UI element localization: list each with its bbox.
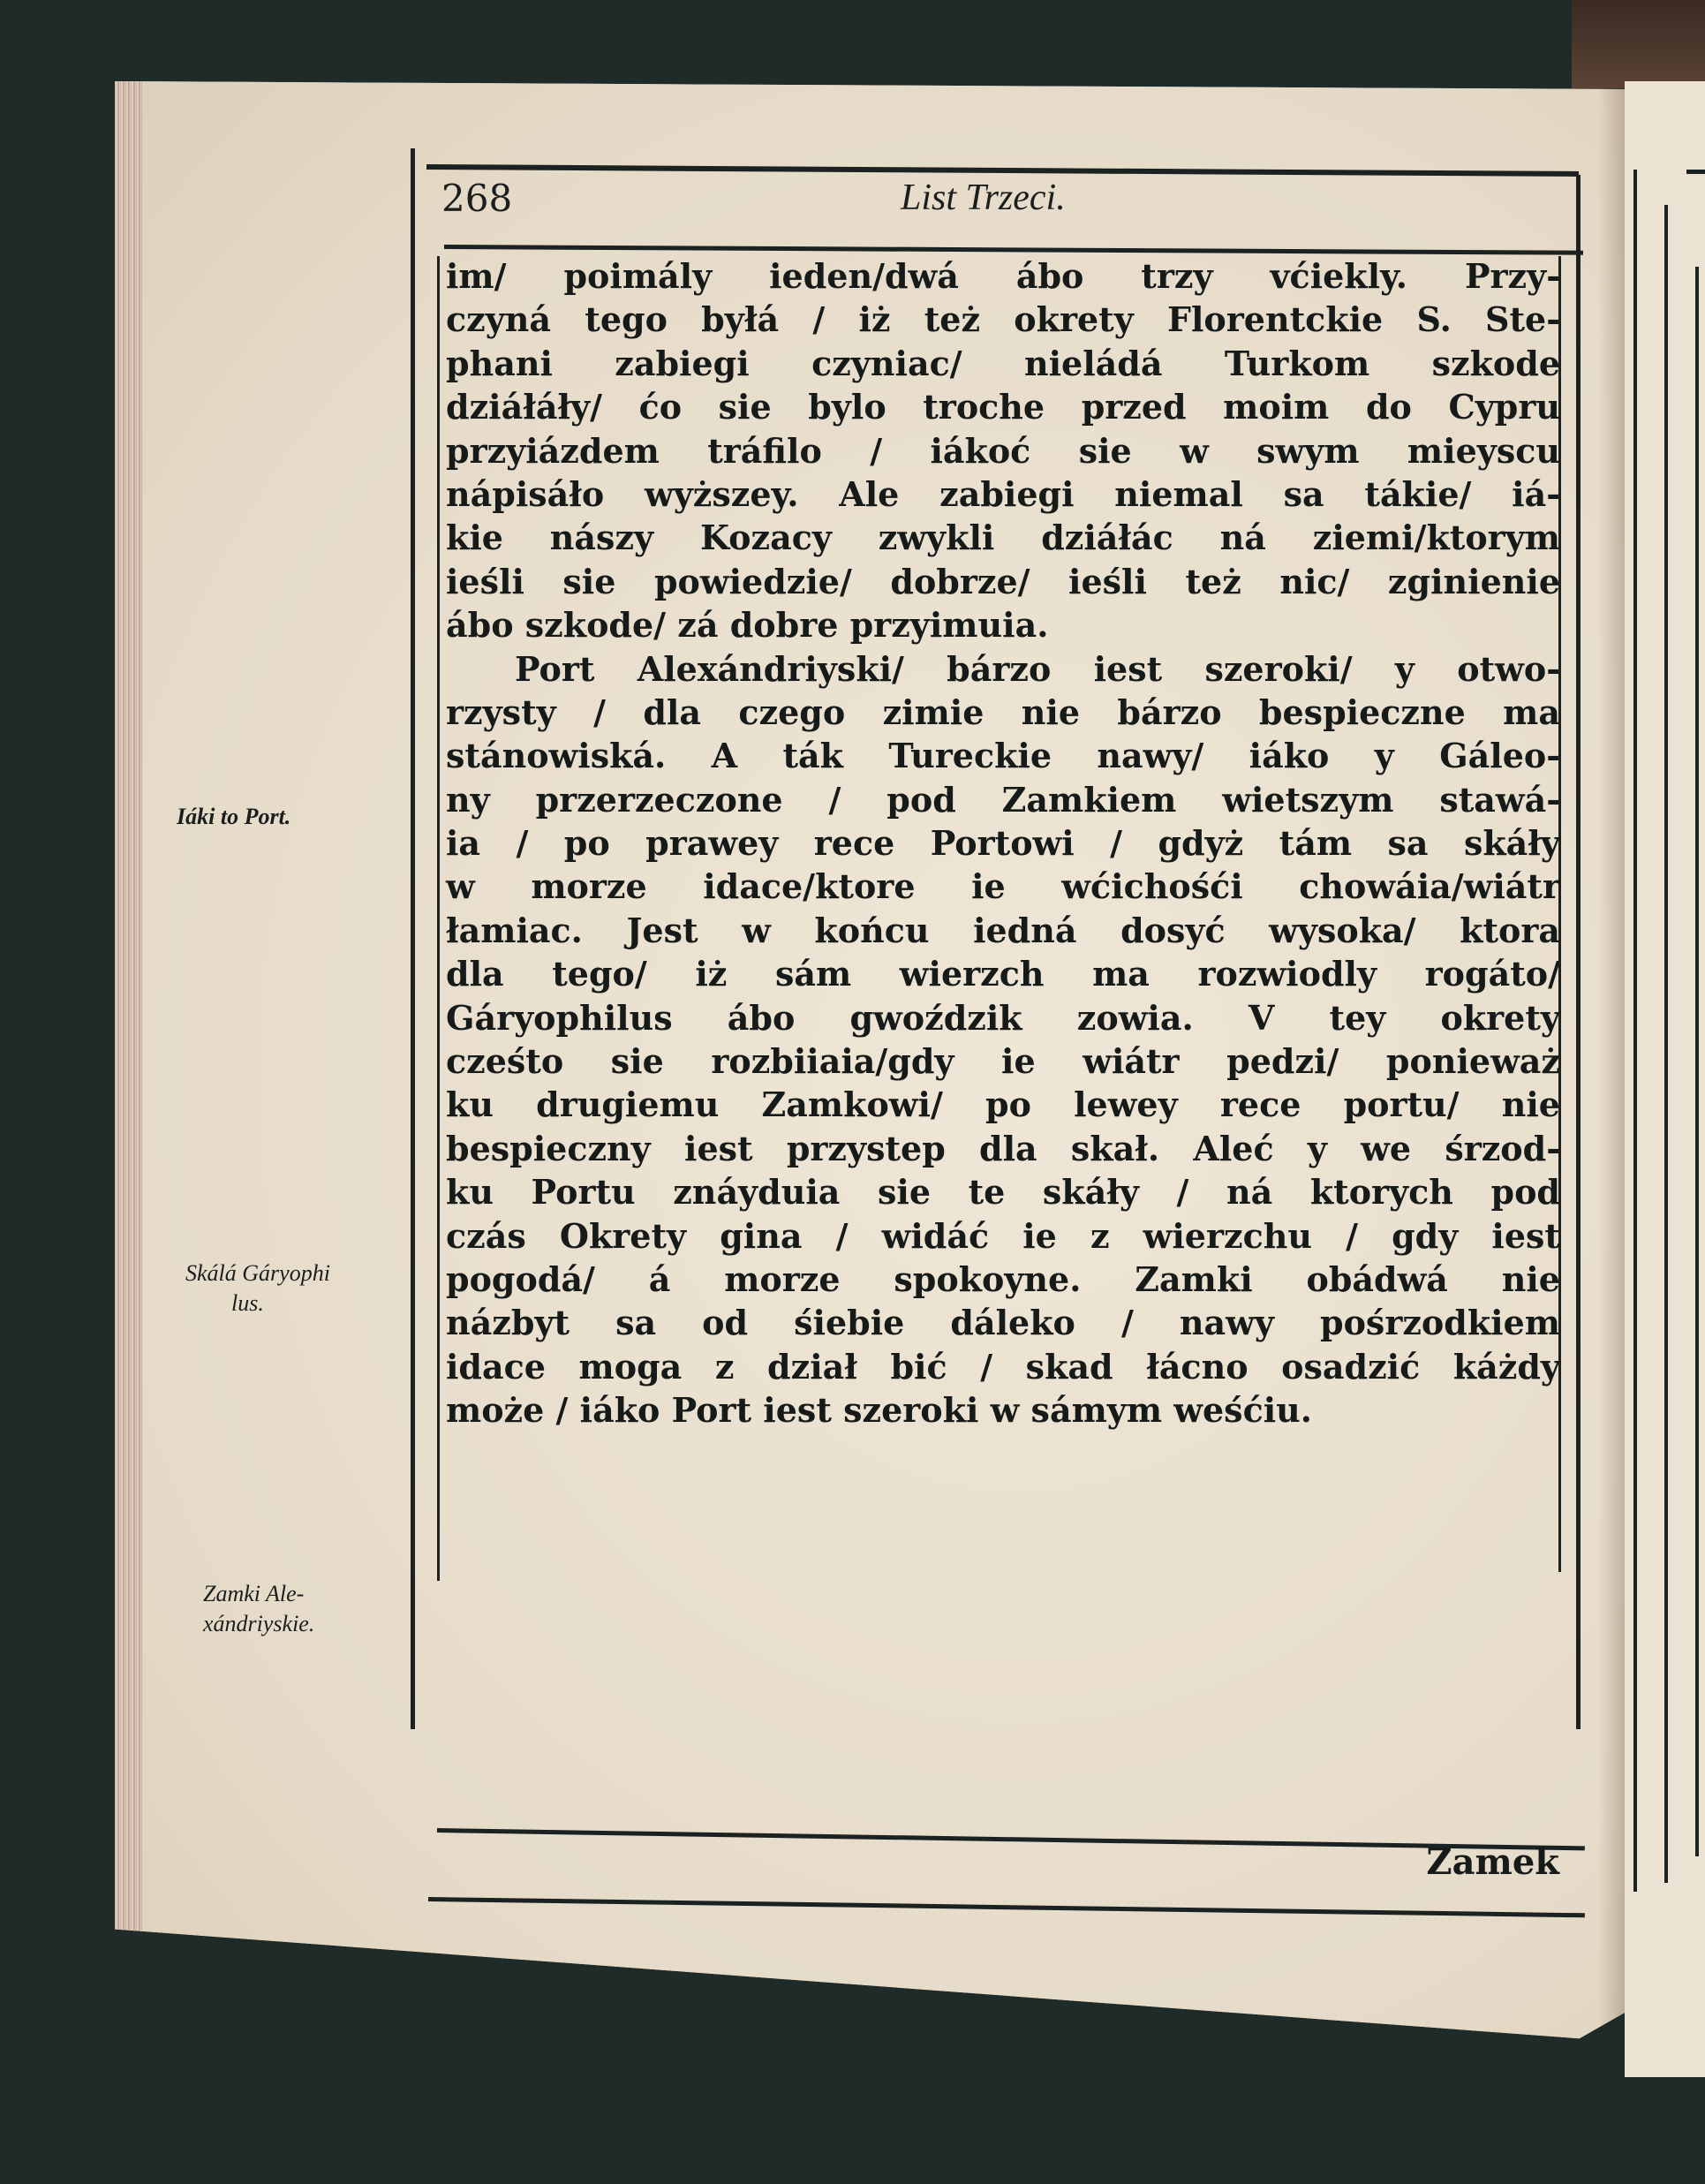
catchword: Zamek bbox=[1426, 1841, 1559, 1883]
text-line: ieśli sie powiedzie/ dobrze/ ieśli też nic/ zginienie bbox=[446, 561, 1560, 601]
text-line: názbyt sa od śiebie dáleko / nawy pośrzodkiem bbox=[446, 1303, 1560, 1343]
text-line: kie nászy Kozacy zwykli dziáłác ná ziemi/ktorym bbox=[446, 518, 1560, 558]
margin-note-skala bbox=[185, 1258, 406, 1319]
text-line: łamiac. Jest w końcu iedná dosyć wysoka/ ktora bbox=[446, 910, 1560, 950]
text-line: czás Okrety gina / widáć ie z wierzchu / gdy iest bbox=[446, 1215, 1560, 1256]
text-line: Port Alexándriyski/ bárzo iest szeroki/ y otwo- bbox=[515, 648, 1560, 689]
right-page-frame-rule-2 bbox=[1664, 205, 1668, 1883]
frame-rule-left-inner bbox=[437, 256, 440, 1581]
text-line: idace moga z dział bić / skad łácno osadzić káżdy bbox=[446, 1346, 1560, 1387]
running-head: List Trzeci. bbox=[901, 178, 1066, 218]
text-line: rzysty / dla czego zimie nie bárzo bespieczne ma bbox=[446, 691, 1560, 732]
margin-note-port bbox=[177, 802, 406, 832]
gutter-shadow bbox=[1598, 81, 1625, 2068]
text-line: w morze idace/ktore ie wćichośći chowáia/wiátr bbox=[446, 866, 1560, 907]
margin-note-line: Skálá Gáryophi bbox=[185, 1260, 330, 1286]
text-line: ku Portu znáyduia sie te skáły / ná ktorych pod bbox=[446, 1172, 1560, 1213]
text-line: pogodá/ á morze spokoyne. Zamki obádwá nie bbox=[446, 1258, 1560, 1299]
book-binding-top bbox=[1572, 0, 1705, 88]
text-line: dziáłáły/ ćo sie bylo troche przed moim do Cypru bbox=[446, 387, 1560, 427]
right-page-frame-rule-3 bbox=[1695, 267, 1699, 1856]
right-page-frame-rule bbox=[1633, 170, 1637, 1892]
text-line: nápisáło wyższey. Ale zabiegi niemal sa tákie/ iá- bbox=[446, 473, 1560, 514]
page-number: 268 bbox=[441, 177, 513, 220]
margin-note-line: lus. bbox=[231, 1290, 264, 1316]
margin-note-zamki bbox=[203, 1579, 406, 1639]
book-page-right-fragment bbox=[1625, 81, 1705, 2077]
text-line: ia / po prawey rece Portowi / gdyż tám sa skáły bbox=[446, 823, 1560, 864]
frame-rule-right-outer bbox=[1576, 175, 1581, 1729]
text-line: ku drugiemu Zamkowi/ po lewey rece portu/ nie bbox=[446, 1084, 1560, 1125]
frame-rule-left-outer bbox=[411, 148, 415, 1729]
text-line: czyná tego byłá / iż też okrety Florentckie S. Ste- bbox=[446, 299, 1560, 340]
text-line: ny przerzeczone / pod Zamkiem wietszym stawá- bbox=[446, 779, 1560, 820]
right-page-top-rule bbox=[1686, 170, 1705, 174]
text-line: bespieczny iest przystep dla skał. Aleć y we śrzod- bbox=[446, 1128, 1560, 1168]
margin-note-line: Zamki Ale- bbox=[203, 1581, 305, 1606]
text-line: ábo szkode/ zá dobre przyimuia. bbox=[446, 605, 1049, 646]
body-text bbox=[446, 254, 1560, 1432]
text-line: phani zabiegi czyniac/ nieládá Turkom szkode bbox=[446, 343, 1560, 383]
text-line: może / iáko Port iest szeroki w sámym weśćiu. bbox=[446, 1390, 1313, 1431]
margin-note-line: xándriyskie. bbox=[203, 1611, 315, 1636]
margin-note-line: Iáki to Port. bbox=[177, 804, 291, 829]
text-line: stánowiská. A ták Tureckie nawy/ iáko y Gáleo- bbox=[446, 736, 1560, 776]
text-line: cześto sie rozbiiaia/gdy ie wiátr pedzi/ ponieważ bbox=[446, 1041, 1560, 1082]
text-line: dla tego/ iż sám wierzch ma rozwiodly rogáto/ bbox=[446, 954, 1560, 994]
text-line: im/ poimály ieden/dwá ábo trzy vćiekly. Przy- bbox=[446, 256, 1560, 296]
text-line: Gáryophilus ábo gwoździk zowia. V tey okrety bbox=[446, 997, 1560, 1038]
text-line: przyiázdem tráfilo / iákoć sie w swym mieyscu bbox=[446, 430, 1560, 471]
page-edges bbox=[115, 81, 143, 2068]
